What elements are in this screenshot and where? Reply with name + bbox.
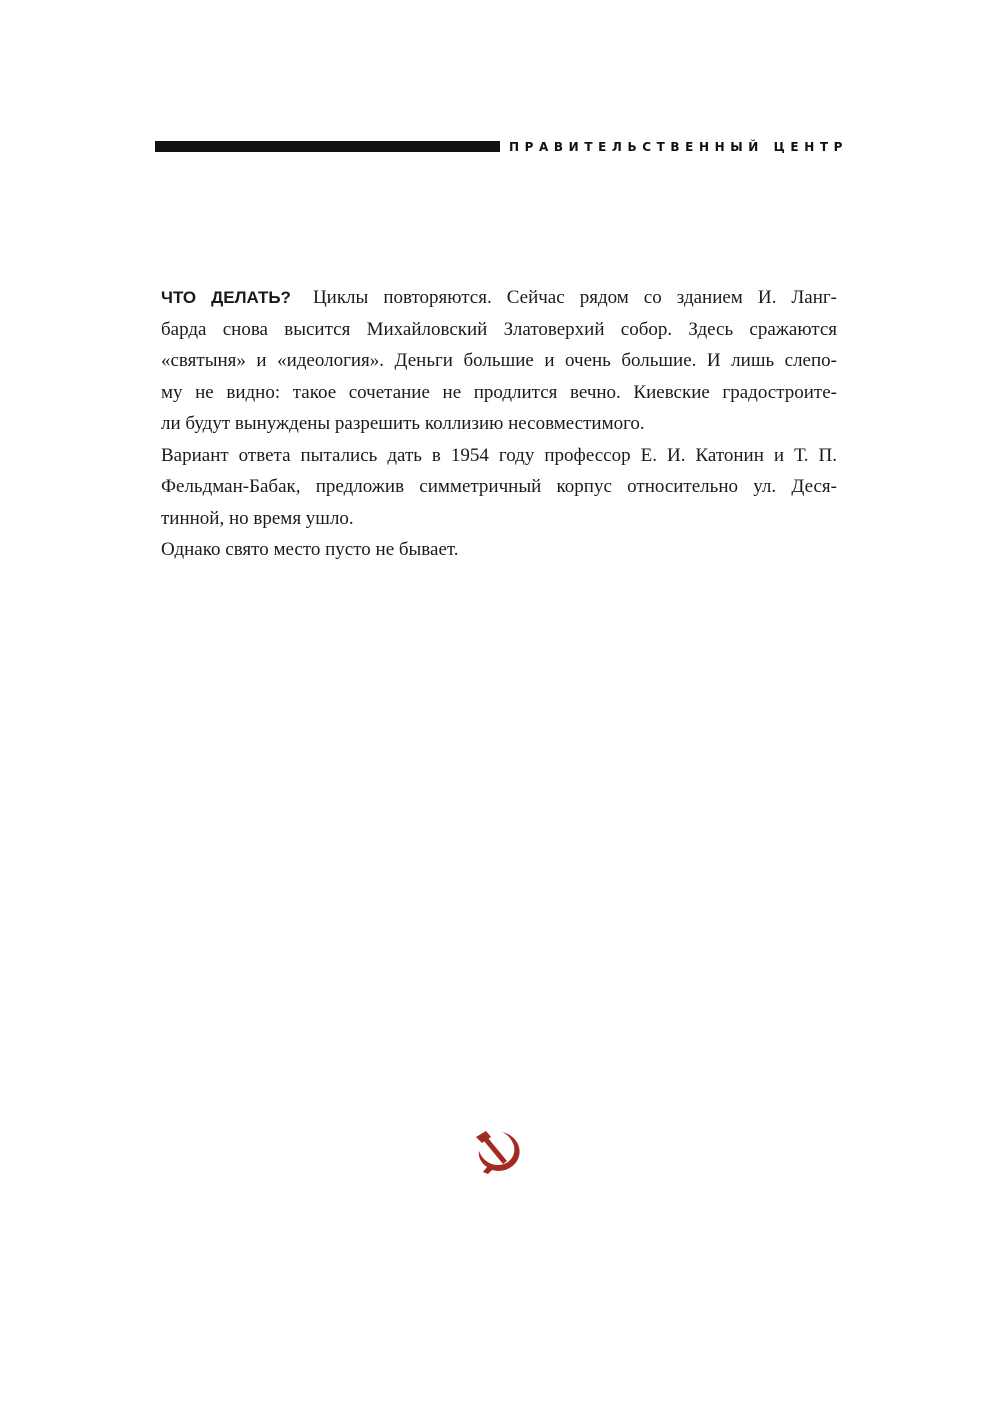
paragraph-line-6: Вариант ответа пытались дать в 1954 году профессор Е. И. Катонин и Т. П. (161, 444, 837, 466)
paragraph-line-7: Фельдман-Бабак, предложив симметричный корпус относительно ул. Деся- (161, 476, 837, 497)
running-header-title: ПРАВИТЕЛЬСТВЕННЫЙ ЦЕНТР (509, 140, 849, 154)
paragraph-line-2: барда снова высится Михайловский Златоверхий собор. Здесь сражаются (161, 318, 837, 340)
header-rule (155, 141, 500, 152)
paragraph-line-3: «святыня» и «идеология». Деньги большие и очень большие. И лишь слепо- (161, 350, 837, 371)
section-lead-heading: ЧТО ДЕЛАТЬ? (161, 288, 291, 307)
paragraph-line-4: му не видно: такое сочетание не продлится вечно. Киевские градостроите- (161, 381, 837, 403)
article-body (161, 282, 837, 566)
paragraph-line-5: ли будут вынуждены разрешить коллизию несовместимого. (161, 413, 645, 434)
hammer-and-sickle-icon (470, 1128, 528, 1176)
paragraph-line-8: тинной, но время ушло. (161, 507, 354, 529)
paragraph-line-1 (161, 282, 837, 314)
paragraph-line-9: Однако свято место пусто не бывает. (161, 539, 459, 560)
line-1-text: Циклы повторяются. Сейчас рядом со зданием И. Ланг- (312, 287, 837, 308)
